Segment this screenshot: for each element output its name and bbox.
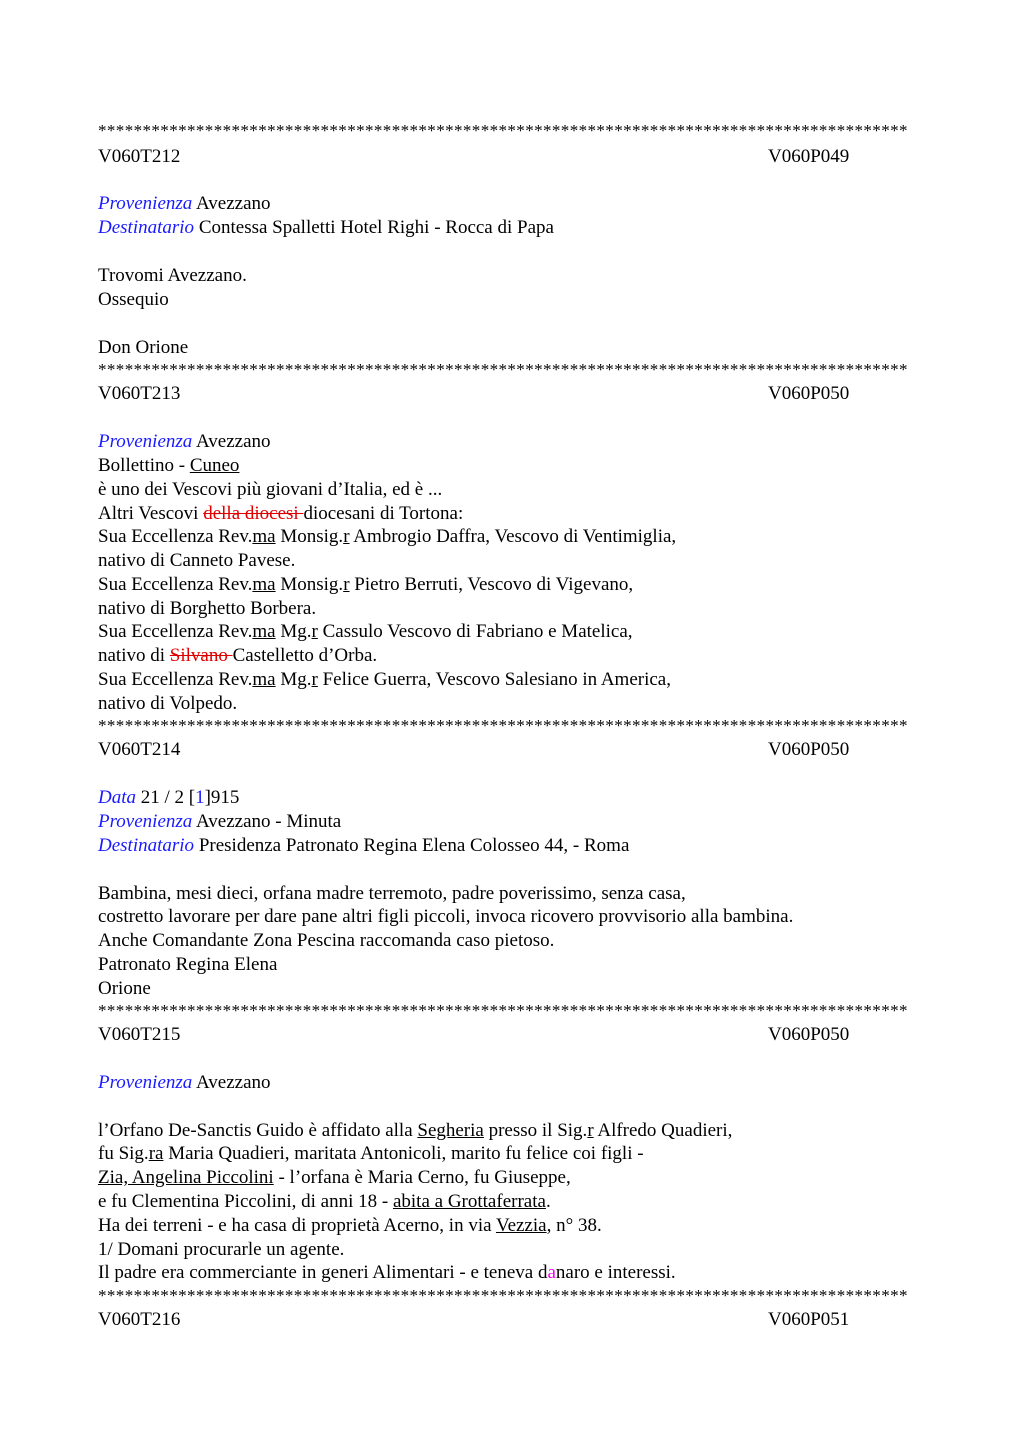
- entry-id-left: V060T216: [98, 1309, 181, 1330]
- field-label: Provenienza: [98, 1072, 193, 1093]
- field-label: Destinatario: [98, 835, 195, 856]
- body-line: Bollettino - Cuneo: [98, 455, 240, 476]
- body-line: Bambina, mesi dieci, orfana madre terremoto, padre poverissimo, senza casa,: [98, 883, 686, 904]
- field-value: Presidenza Patronato Regina Elena Colosseo 44, - Roma: [198, 835, 630, 856]
- field-line: [98, 834, 629, 858]
- deleted-text: Silvano: [169, 645, 233, 666]
- field-value: 21 / 2 [1]915: [140, 787, 240, 808]
- field-line: [98, 810, 341, 834]
- field-value: Avezzano: [195, 1072, 271, 1093]
- body-line: costretto lavorare per dare pane altri figli piccoli, invoca ricovero provvisorio alla bambina.: [98, 906, 794, 927]
- body-line: Ossequio: [98, 289, 169, 310]
- field-value: Contessa Spalletti Hotel Righi - Rocca di Papa: [198, 217, 554, 238]
- body-line: Sua Eccellenza Rev.ma Monsig.r Ambrogio Daffra, Vescovo di Ventimiglia,: [98, 526, 677, 547]
- field-line: [98, 786, 239, 810]
- body-line: Orione: [98, 978, 151, 999]
- body-line: Sua Eccellenza Rev.ma Mg.r Felice Guerra, Vescovo Salesiano in America,: [98, 669, 671, 690]
- entry-id-right: V060P050: [768, 739, 850, 760]
- signature: Don Orione: [98, 337, 189, 358]
- separator: *******************************************************************************************: [98, 716, 908, 735]
- entry-id-left: V060T212: [98, 146, 181, 167]
- body-line: Sua Eccellenza Rev.ma Monsig.r Pietro Berruti, Vescovo di Vigevano,: [98, 574, 634, 595]
- entry-id-right: V060P049: [768, 146, 850, 167]
- field-line: [98, 430, 271, 454]
- body-line: nativo di Borghetto Borbera.: [98, 598, 317, 619]
- body-line: nativo di Volpedo.: [98, 693, 238, 714]
- separator: *******************************************************************************************: [98, 1286, 908, 1305]
- field-value: Avezzano: [195, 193, 271, 214]
- body-line: nativo di Silvano Castelletto d’Orba.: [98, 645, 378, 666]
- field-label: Data: [98, 787, 136, 808]
- body-line: Il padre era commerciante in generi Alimentari - e teneva danaro e interessi.: [98, 1262, 676, 1283]
- field-value: Avezzano - Minuta: [195, 811, 342, 832]
- field-label: Provenienza: [98, 193, 193, 214]
- field-label: Provenienza: [98, 431, 193, 452]
- entry-id-right: V060P050: [768, 383, 850, 404]
- field-line: [98, 1071, 271, 1095]
- body-line: nativo di Canneto Pavese.: [98, 550, 296, 571]
- field-label: Provenienza: [98, 811, 193, 832]
- body-line: fu Sig.ra Maria Quadieri, maritata Antonicoli, marito fu felice coi figli -: [98, 1143, 644, 1164]
- body-line: Ha dei terreni - e ha casa di proprietà Acerno, in via Vezzia, n° 38.: [98, 1215, 602, 1236]
- field-label: Destinatario: [98, 217, 195, 238]
- entry-id-left: V060T213: [98, 383, 181, 404]
- body-line: e fu Clementina Piccolini, di anni 18 - abita a Grottaferrata.: [98, 1191, 551, 1212]
- entry-id-left: V060T215: [98, 1024, 181, 1045]
- highlighted-char: a: [547, 1262, 556, 1283]
- body-line: è uno dei Vescovi più giovani d’Italia, ed è ...: [98, 479, 443, 500]
- field-value: Avezzano: [195, 431, 271, 452]
- body-line: Trovomi Avezzano.: [98, 265, 247, 286]
- entry-id-right: V060P050: [768, 1024, 850, 1045]
- body-line: 1/ Domani procurarle un agente.: [98, 1239, 345, 1260]
- entry-id-right: V060P051: [768, 1309, 850, 1330]
- separator: *******************************************************************************************: [98, 360, 908, 379]
- body-line: Sua Eccellenza Rev.ma Mg.r Cassulo Vescovo di Fabriano e Matelica,: [98, 621, 633, 642]
- body-line: Zia, Angelina Piccolini - l’orfana è Maria Cerno, fu Giuseppe,: [98, 1167, 571, 1188]
- entry-id-left: V060T214: [98, 739, 181, 760]
- field-line: [98, 216, 554, 240]
- body-line: Anche Comandante Zona Pescina raccomanda caso pietoso.: [98, 930, 555, 951]
- body-line: l’Orfano De-Sanctis Guido è affidato alla Segheria presso il Sig.r Alfredo Quadieri,: [98, 1120, 733, 1141]
- body-line: Patronato Regina Elena: [98, 954, 278, 975]
- body-line: Altri Vescovi della diocesi diocesani di Tortona:: [98, 503, 464, 524]
- deleted-text: della diocesi: [203, 503, 304, 524]
- separator: *******************************************************************************************: [98, 1001, 908, 1020]
- field-line: [98, 192, 271, 216]
- separator: *******************************************************************************************: [98, 121, 908, 140]
